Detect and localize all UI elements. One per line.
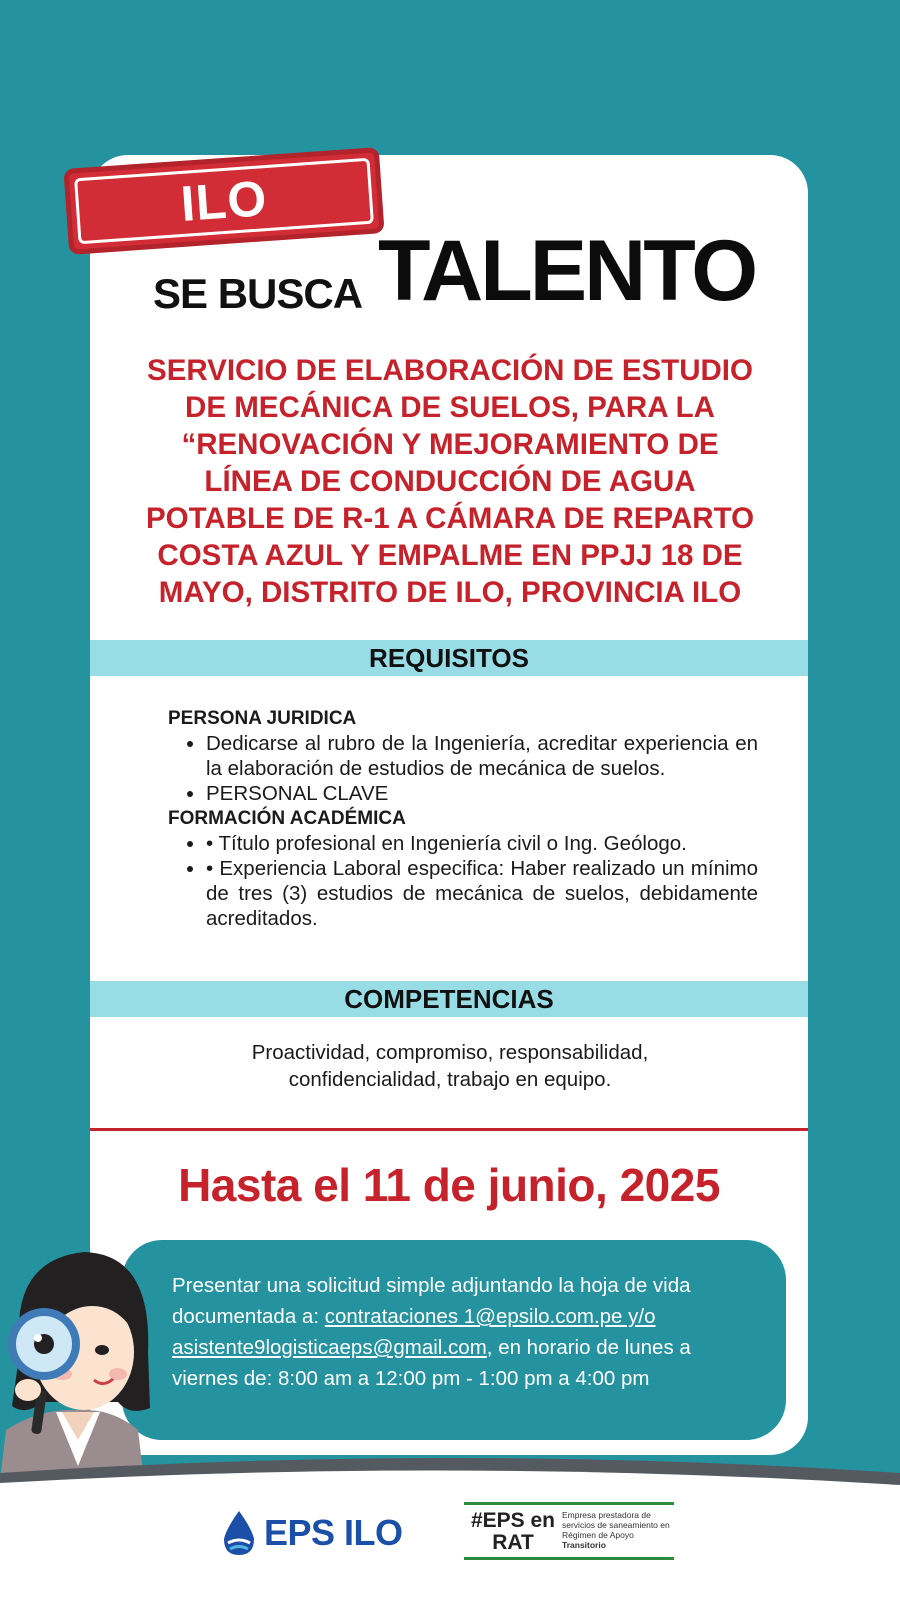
contact-intro: Presentar una solicitud simple adjuntando la hoja de vida documentada a: [172, 1274, 691, 1328]
competencias-title: COMPETENCIAS [344, 983, 554, 1014]
section-divider [90, 1128, 808, 1131]
headline-line: COSTA AZUL Y EMPALME EN PPJJ 18 DE [157, 539, 743, 572]
se-busca-label: SE BUSCA [153, 270, 363, 317]
headline-line: SERVICIO DE ELABORACIÓN DE ESTUDIO [147, 354, 753, 387]
eps-ilo-logo [220, 1508, 403, 1558]
list-item: • Dedicarse al rubro de la Ingeniería, acreditar experiencia en la elaboración de estudios de mecánica de suelos. [206, 731, 758, 781]
eps-ilo-logo-text: EPS ILO [264, 1512, 403, 1553]
persona-juridica-list [168, 731, 758, 806]
headline-line: POTABLE DE R-1 A CÁMARA DE REPARTO [145, 502, 755, 535]
headline-line: DE MECÁNICA DE SUELOS, PARA LA [185, 391, 715, 424]
deadline-text: Hasta el 11 de junio, 2025 [178, 1159, 720, 1211]
contact-box [122, 1240, 786, 1440]
competencias-band [90, 981, 808, 1017]
service-headline [120, 352, 780, 611]
requisitos-band [90, 640, 808, 676]
list-item: • • Experiencia Laboral especifica: Haber realizado un mínimo de tres (3) estudios de mecánica de suelos, debidamente acreditados. [206, 856, 758, 931]
rat-caption-bold: Transitorio [562, 1540, 606, 1550]
magnifier-woman-illustration [0, 1240, 180, 1480]
rat-caption-text: Empresa prestadora de servicios de saneamiento en Régimen de Apoyo [562, 1510, 670, 1540]
talento-title: TALENTO [378, 223, 756, 319]
list-item: • • Título profesional en Ingeniería civil o Ing. Geólogo. [206, 831, 758, 856]
competencias-line: Proactividad, compromiso, responsabilidad, [251, 1041, 649, 1064]
competencias-text [140, 1039, 760, 1093]
water-drop-logo-icon [220, 1509, 258, 1557]
requisitos-title: REQUISITOS [369, 642, 529, 673]
footer-wave [0, 1455, 900, 1600]
formacion-list [168, 831, 758, 931]
rat-line1: #EPS en [470, 1509, 556, 1532]
headline-line: LÍNEA DE CONDUCCIÓN DE AGUA [204, 465, 696, 498]
rat-logo-caption [562, 1510, 672, 1550]
list-item: • PERSONAL CLAVE [206, 781, 758, 806]
headline-line: MAYO, DISTRITO DE ILO, PROVINCIA ILO [158, 576, 742, 609]
headline-line: “RENOVACIÓN Y MEJORAMIENTO DE [181, 428, 719, 461]
competencias-line: confidencialidad, trabajo en equipo. [288, 1068, 612, 1091]
eps-en-rat-logo [464, 1502, 674, 1560]
contact-schedule: , en horario de lunes a viernes de: 8:00 am a 12:00 pm - 1:00 pm a 4:00 pm [172, 1336, 691, 1390]
rat-logo-main [468, 1510, 558, 1554]
rat-line2: RAT [492, 1531, 534, 1554]
email-link[interactable]: contrataciones 1@epsilo.com.pe y/o asistente9logisticaeps@gmail.com [172, 1305, 656, 1359]
requisitos-section [168, 706, 758, 931]
persona-juridica-heading: PERSONA JURIDICA [168, 708, 357, 729]
formacion-heading: FORMACIÓN ACADÉMICA [168, 808, 406, 829]
stamp-text: ILO [178, 170, 270, 232]
